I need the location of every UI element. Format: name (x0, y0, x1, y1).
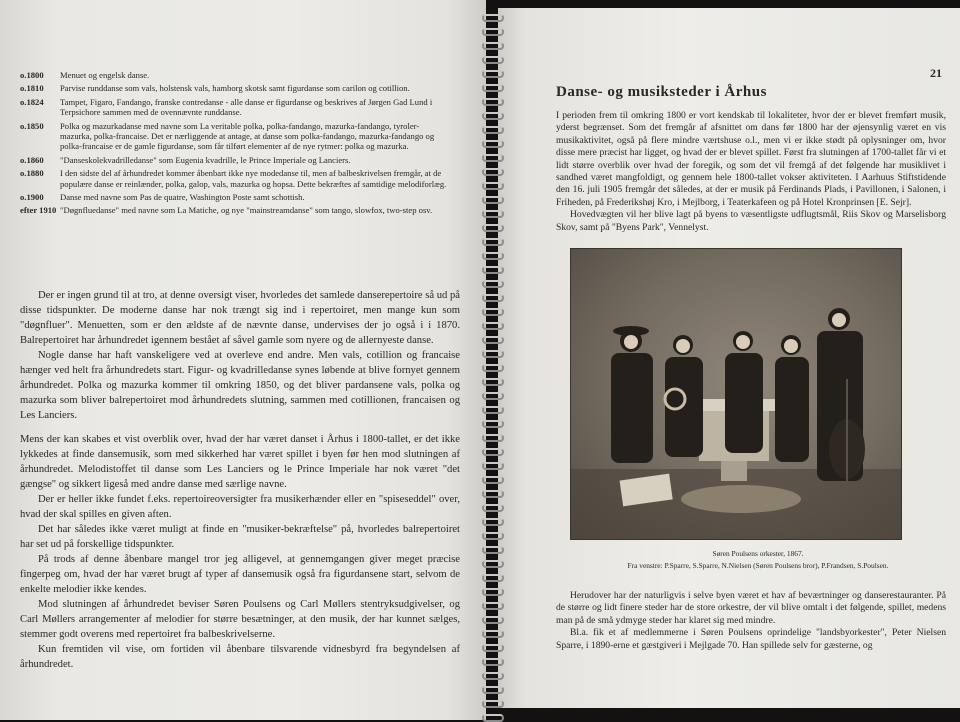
chronology-entry (20, 155, 450, 165)
binding-ring (482, 420, 504, 428)
chronology-text: "Danseskolekvadrilledanse" som Eugenia kvadrille, le Prince Imperiale og Lanciers. (60, 154, 351, 165)
right-page (498, 8, 960, 708)
spiral-binding (480, 0, 506, 720)
binding-ring (482, 350, 504, 358)
binding-ring (482, 364, 504, 372)
chronology-entry (20, 70, 450, 80)
binding-ring (482, 14, 504, 22)
dance-chronology (20, 70, 450, 219)
paragraph: Der er ingen grund til at tro, at denne oversigt viser, hvorledes det samlede danserepertoire så ud på disse tidspunkter. De moderne danse har nok trængt sig ind i repertoiret, men mange kun som "døgnfluer". Menuetten, som er den ældste af de nævnte danse, undervises der jo også i i 1870. Balrepertoiret har århundredet igennem bestået af såvel gamle som nyere og de allernyeste danse. (20, 290, 460, 346)
left-body-text-2 (20, 432, 460, 672)
paragraph: Der er heller ikke fundet f.eks. repertoireoversigter fra musikerhænder eller en "spiseseddel" over, hvad der skal spilles en given aften. (20, 494, 460, 520)
chronology-year: o.1860 (20, 154, 44, 165)
binding-ring (482, 140, 504, 148)
binding-ring (482, 616, 504, 624)
binding-ring (482, 112, 504, 120)
paragraph: Hovedvægten vil her blive lagt på byens to væsentligste udflugtsmål, Riis Skov og Marselisborg Skov, samt på "Byens Park", Vennelyst. (556, 209, 946, 233)
chronology-entry (20, 205, 450, 215)
binding-ring (482, 644, 504, 652)
binding-ring (482, 476, 504, 484)
paragraph: På trods af denne åbenbare mangel tror jeg alligevel, at gennemgangen giver meget præcise fingerpeg om, hvad der har været brugt af typer af dansemusik også fra figurdansene start, selvom de enkelte melodier ikke kendes. (20, 554, 460, 595)
photo-caption: Søren Poulsens orkester, 1867. (712, 549, 804, 558)
binding-ring (482, 280, 504, 288)
chronology-year: o.1800 (20, 70, 44, 80)
binding-ring (482, 532, 504, 540)
chronology-year: o.1810 (20, 83, 44, 94)
binding-ring (482, 196, 504, 204)
chronology-year: o.1900 (20, 192, 44, 203)
binding-ring (482, 672, 504, 680)
binding-ring (482, 434, 504, 442)
chronology-entry (20, 192, 450, 202)
binding-ring (482, 588, 504, 596)
binding-ring (482, 84, 504, 92)
right-body-text-top (556, 110, 946, 234)
page-number: 21 (930, 66, 942, 80)
chronology-year: o.1880 (20, 168, 44, 179)
binding-ring (482, 42, 504, 50)
chronology-year: o.1850 (20, 120, 44, 131)
binding-ring (482, 224, 504, 232)
binding-ring (482, 294, 504, 302)
chronology-entry (20, 168, 450, 189)
binding-ring (482, 28, 504, 36)
binding-ring (482, 322, 504, 330)
binding-ring (482, 658, 504, 666)
chronology-text: Tampet, Figaro, Fandango, franske contredanse - alle danse er figurdanse og beskrives af Jørgen Gad Lund i Terpsichore sammen med de ovennævnte runddanse. (60, 96, 433, 118)
paragraph: Herudover har der naturligvis i selve byen været et hav af beværtninger og danserestauranter. På de større og lidt finere steder har de store orkestre, der vil blive omtalt i det følgende, spillet, medens man på de små ydmyge steder har klaret sig med mindre. (556, 590, 946, 626)
binding-ring (482, 490, 504, 498)
paragraph: Nogle danse har haft vanskeligere ved at overleve end andre. Men vals, cotillion og francaise hænger ved helt fra århundredets start. Figur- og kvadrilledanse synes løbende at blive fornyet gennem århundredet. Polka og mazurka kommer til omkring 1850, og det bliver pardansene vals, polka og mazurka som bliver balrepertoiret mod århundredets slutning, sammen med cotillionen, francaisen og Les Lanciers. (20, 350, 460, 421)
chronology-entry (20, 97, 450, 118)
section-title: Danse- og musiksteder i Århus (556, 84, 767, 100)
binding-ring (482, 378, 504, 386)
chronology-text: Polka og mazurkadanse med navne som La veritable polka, polka-fandango, mazurka-fandango, tyroler-mazurka, polka-francaise. Det er nærliggende at antage, at danse som polka-fandango, mazurka-fandango og polka-francaise er de gamle figurdanse, som får tilført elementer af de nye rytmer: polka og mazurka. (60, 120, 435, 152)
binding-ring (482, 154, 504, 162)
binding-ring (482, 700, 504, 708)
chronology-entry (20, 83, 450, 93)
binding-ring (482, 574, 504, 582)
chronology-entry (20, 121, 450, 152)
binding-ring (482, 546, 504, 554)
orchestra-photo-illustration (571, 249, 901, 539)
paragraph: Kun fremtiden vil vise, om fortiden vil åbenbare tilsvarende vidnesbyrd fra begyndelsen af århundredet. (20, 644, 460, 670)
binding-ring (482, 98, 504, 106)
binding-ring (482, 560, 504, 568)
binding-ring (482, 714, 504, 722)
photo-credit: Fra venstre: P.Sparre, S.Sparre, N.Nielsen (Søren Poulsens bror), P.Frandsen, S.Poulsen. (627, 561, 889, 570)
paragraph: Det har således ikke været muligt at finde en "musiker-bekræftelse" på, hvorledes balrepertoiret har set ud på forskellige tidspunkter. (20, 524, 460, 550)
right-body-text-bottom (556, 590, 946, 652)
binding-ring (482, 182, 504, 190)
binding-ring (482, 266, 504, 274)
left-body-text-1 (20, 288, 460, 423)
orchestra-photo (570, 248, 902, 540)
binding-ring (482, 686, 504, 694)
binding-ring (482, 308, 504, 316)
binding-ring (482, 630, 504, 638)
paragraph: Bl.a. fik et af medlemmerne i Søren Poulsens oprindelige "landsbyorkester", Peter Nielsen Sparre, i 1890-erne et gæstgiveri i Mejlgade 70. Han spillede selv for gæsterne, og (556, 627, 946, 651)
chronology-text: "Døgnfluedanse" med navne som La Matiche, og nye "mainstreamdanse" som tango, slowfox, two-step osv. (60, 205, 433, 216)
chronology-year: efter 1910 (20, 205, 57, 216)
chronology-text: I den sidste del af århundredet kommer åbenbart ikke nye modedanse til, men af balbeskrivelsen fremgår, at de populære danse er reinlænder, polka, galop, vals, mazurka og hopsa. Dette bekræftes af samtidige melodiforlæg. (60, 168, 447, 189)
binding-ring (482, 504, 504, 512)
binding-ring (482, 238, 504, 246)
binding-ring (482, 252, 504, 260)
binding-ring (482, 518, 504, 526)
binding-ring (482, 336, 504, 344)
paragraph: I perioden frem til omkring 1800 er vort kendskab til lokaliteter, hvor der er blevet fremført musik, yderst begrænset. Som det fremgår af afsnittet om dans før 1800 har der øjensynlig været en vis musikaktivitet, også på flere mindre værtshuse o.l., men vi er ikke stødt på oplysninger om, hvor disse mere præcist har ligget, og hvad der er blevet spillet. Først fra slutningen af 1700-tallet får vi et lidt større overblik over hvad der foregik, og som det vil fremgå af det følgende har musiklivet i sandhed været mangfoldigt, og gennem hele 1800-tallet vokser aktiviteten. I Aarhuus Stiftstidende den 16. juli 1905 fremgår det således, at der er musik på Ferdinands Plads, i Pavillonen, i Salonen, i Friheden, på Frederikshøj Kro, i Mejlborg, i Teaterkafeen og på Hotel Kronprinsen [E. Sejr]. (556, 110, 946, 208)
binding-ring (482, 406, 504, 414)
binding-ring (482, 126, 504, 134)
binding-ring (482, 210, 504, 218)
chronology-year: o.1824 (20, 96, 44, 107)
paragraph: Mod slutningen af århundredet beviser Søren Poulsens og Carl Møllers stentryksudgivelser, og Carl Møllers arrangementer af melodier for større besætninger, at den musik, der har kunnet sælges, stemmer godt overens med repertoiret fra balbeskrivelserne. (20, 599, 460, 640)
chronology-text: Parvise runddanse som vals, holstensk vals, hamborg skotsk samt figurdanse som carilon og cotillion. (60, 83, 410, 94)
binding-ring (482, 602, 504, 610)
binding-ring (482, 462, 504, 470)
binding-ring (482, 70, 504, 78)
binding-ring (482, 448, 504, 456)
paragraph: Mens der kan skabes et vist overblik over, hvad der har været danset i Århus i 1800-tallet, er det ikke lykkedes at finde dansemusik, som med sikkerhed har været spillet i byen før hen mod slutningen af århundredet. Melodistoffet til danse som Les Lanciers og le Prince Imperiale har nok været "det gængse" og sikkert ligeså med andre danse med særlige navne. (20, 434, 460, 490)
binding-ring (482, 56, 504, 64)
chronology-text: Menuet og engelsk danse. (60, 70, 150, 80)
chronology-text: Danse med navne som Pas de quatre, Washington Poste samt schottish. (60, 192, 305, 203)
binding-ring (482, 168, 504, 176)
binding-ring (482, 392, 504, 400)
